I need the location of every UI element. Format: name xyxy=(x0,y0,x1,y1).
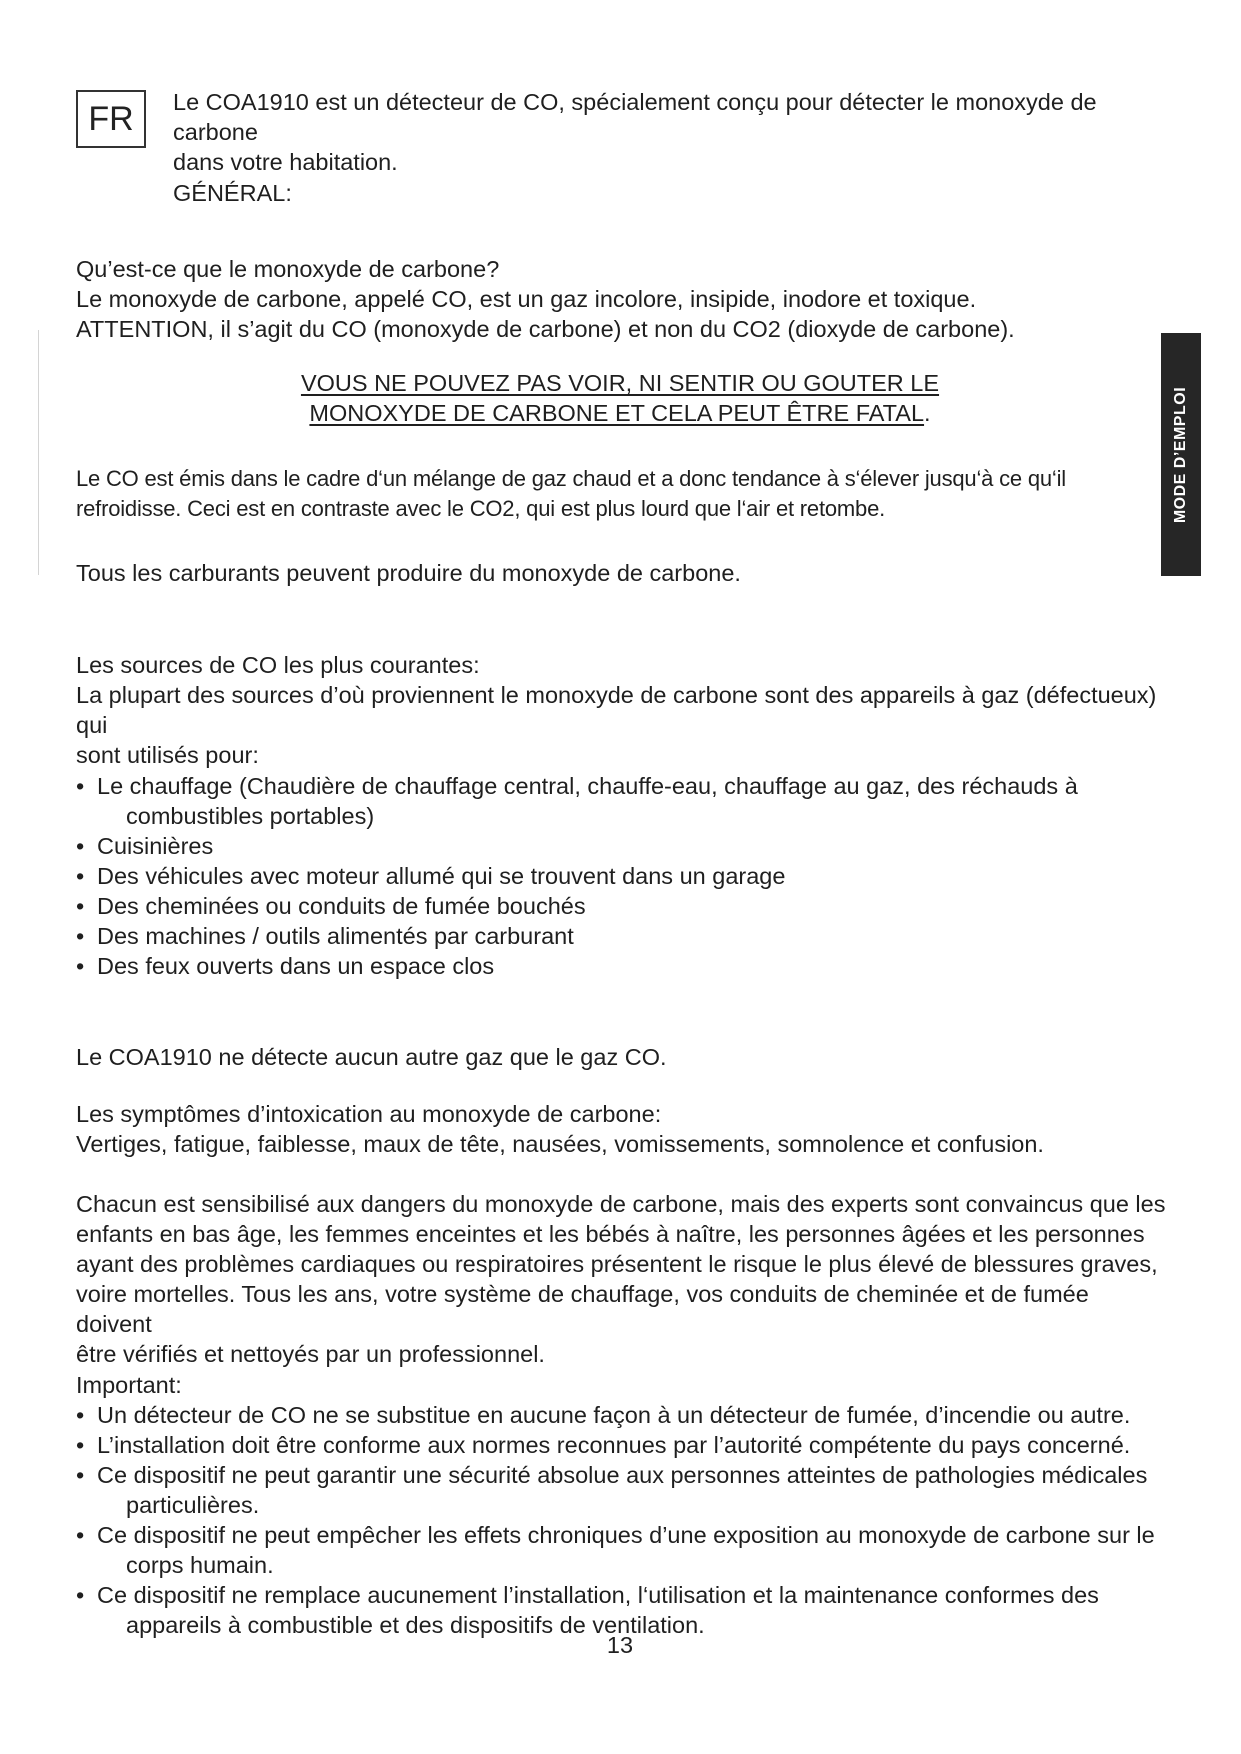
list-item-continuation: combustibles portables) xyxy=(126,803,375,829)
important-heading: Important: xyxy=(76,1372,182,1398)
warning-notice xyxy=(250,368,990,428)
list-item-continuation: corps humain. xyxy=(126,1552,274,1578)
sources-list-block xyxy=(76,771,1166,981)
sources-list xyxy=(76,771,1166,981)
list-item-text: Des véhicules avec moteur allumé qui se trouvent dans un garage xyxy=(97,863,786,889)
side-tab-mode-emploi xyxy=(1161,333,1201,576)
symptoms-text: Vertiges, fatigue, faiblesse, maux de tête, nausées, vomissements, somnolence et confusion. xyxy=(76,1131,1044,1157)
list-item-text: Des cheminées ou conduits de fumée bouchés xyxy=(97,893,586,919)
risk-line-4: voire mortelles. Tous les ans, votre système de chauffage, vos conduits de cheminée et de fumée doivent xyxy=(76,1281,1089,1337)
risk-line-5: être vérifiés et nettoyés par un professionnel. xyxy=(76,1341,545,1367)
list-item-text: Ce dispositif ne peut empêcher les effets chroniques d’une exposition au monoxyde de carbone sur le xyxy=(97,1522,1155,1548)
symptoms-section xyxy=(76,1099,1166,1159)
list-item xyxy=(76,771,1166,831)
bullet-glyph: • xyxy=(76,1582,85,1608)
fuels-paragraph xyxy=(76,558,1166,588)
only-co-line: Le COA1910 ne détecte aucun autre gaz que le gaz CO. xyxy=(76,1044,667,1070)
bullet-glyph: • xyxy=(76,1402,85,1428)
risk-line-2: enfants en bas âge, les femmes enceintes et les bébés à naître, les personnes âgées et les personnes xyxy=(76,1221,1145,1247)
risk-line-3: ayant des problèmes cardiaques ou respiratoires présentent le risque le plus élevé de blessures graves, xyxy=(76,1251,1158,1277)
list-item-text: Cuisinières xyxy=(97,833,214,859)
what-is-co-line-2: ATTENTION, il s’agit du CO (monoxyde de carbone) et non du CO2 (dioxyde de carbone). xyxy=(76,316,1015,342)
symptoms-heading: Les symptômes d’intoxication au monoxyde de carbone: xyxy=(76,1101,662,1127)
what-is-co-section xyxy=(76,254,1166,344)
sources-line-1: La plupart des sources d’où proviennent le monoxyde de carbone sont des appareils à gaz (défectueux) qui xyxy=(76,682,1157,738)
list-item-continuation: appareils à combustible et des dispositifs de ventilation. xyxy=(126,1612,705,1638)
bullet-glyph: • xyxy=(76,1462,85,1488)
co-rising-line-2: refroidisse. Ceci est en contraste avec le CO2, qui est plus lourd que l‘air et retombe. xyxy=(76,496,886,521)
list-item xyxy=(76,1460,1166,1520)
list-item xyxy=(76,1520,1166,1580)
list-item xyxy=(76,831,1166,861)
bullet-glyph: • xyxy=(76,773,85,799)
bullet-glyph: • xyxy=(76,923,85,949)
list-item-text: Un détecteur de CO ne se substitue en aucune façon à un détecteur de fumée, d’incendie ou autre. xyxy=(97,1402,1131,1428)
important-list xyxy=(76,1400,1166,1640)
risk-line-1: Chacun est sensibilisé aux dangers du monoxyde de carbone, mais des experts sont convaincus que les xyxy=(76,1191,1166,1217)
list-item-text: Ce dispositif ne remplace aucunement l’installation, l‘utilisation et la maintenance conformes des xyxy=(97,1582,1099,1608)
list-item-text: Des feux ouverts dans un espace clos xyxy=(97,953,495,979)
important-section xyxy=(76,1370,1166,1640)
intro-paragraph xyxy=(173,87,1173,177)
co-rising-line-1: Le CO est émis dans le cadre d‘un mélange de gaz chaud et a donc tendance à s‘élever jusqu‘à ce qu‘il xyxy=(76,466,1066,491)
list-item xyxy=(76,1400,1166,1430)
language-badge: FR xyxy=(76,90,146,148)
sources-line-2: sont utilisés pour: xyxy=(76,742,259,768)
fuels-line: Tous les carburants peuvent produire du monoxyde de carbone. xyxy=(76,560,741,586)
warning-line-2: MONOXYDE DE CARBONE ET CELA PEUT ÊTRE FATAL xyxy=(309,400,925,426)
risk-paragraph xyxy=(76,1189,1166,1369)
what-is-co-line-1: Le monoxyde de carbone, appelé CO, est un gaz incolore, insipide, inodore et toxique. xyxy=(76,286,977,312)
bullet-glyph: • xyxy=(76,863,85,889)
bullet-glyph: • xyxy=(76,893,85,919)
intro-line-1: Le COA1910 est un détecteur de CO, spécialement conçu pour détecter le monoxyde de carbone xyxy=(173,89,1097,145)
co-rising-paragraph xyxy=(76,464,1166,524)
page-number: 13 xyxy=(606,1632,634,1658)
list-item-text: Des machines / outils alimentés par carburant xyxy=(97,923,574,949)
general-heading: GÉNÉRAL: xyxy=(173,180,292,206)
bullet-glyph: • xyxy=(76,833,85,859)
margin-rule xyxy=(38,330,39,575)
list-item xyxy=(76,891,1166,921)
bullet-glyph: • xyxy=(76,1432,85,1458)
warning-line-1: VOUS NE POUVEZ PAS VOIR, NI SENTIR OU GOUTER LE xyxy=(300,370,940,396)
only-co-paragraph xyxy=(76,1042,1166,1072)
warning-period: . xyxy=(924,400,931,426)
bullet-glyph: • xyxy=(76,953,85,979)
list-item-text: Ce dispositif ne peut garantir une sécurité absolue aux personnes atteintes de pathologies médicales xyxy=(97,1462,1148,1488)
list-item xyxy=(76,861,1166,891)
intro-line-2: dans votre habitation. xyxy=(173,149,398,175)
sources-section xyxy=(76,650,1166,770)
what-is-co-question: Qu’est-ce que le monoxyde de carbone? xyxy=(76,256,500,282)
list-item xyxy=(76,951,1166,981)
list-item xyxy=(76,1430,1166,1460)
side-tab-label: MODE D’EMPLOI xyxy=(1172,386,1189,523)
sources-heading: Les sources de CO les plus courantes: xyxy=(76,652,480,678)
list-item xyxy=(76,921,1166,951)
list-item-continuation: particulières. xyxy=(126,1492,260,1518)
list-item-text: L’installation doit être conforme aux normes reconnues par l’autorité compétente du pays concerné. xyxy=(97,1432,1131,1458)
list-item-text: Le chauffage (Chaudière de chauffage central, chauffe-eau, chauffage au gaz, des réchauds à xyxy=(97,773,1078,799)
bullet-glyph: • xyxy=(76,1522,85,1548)
